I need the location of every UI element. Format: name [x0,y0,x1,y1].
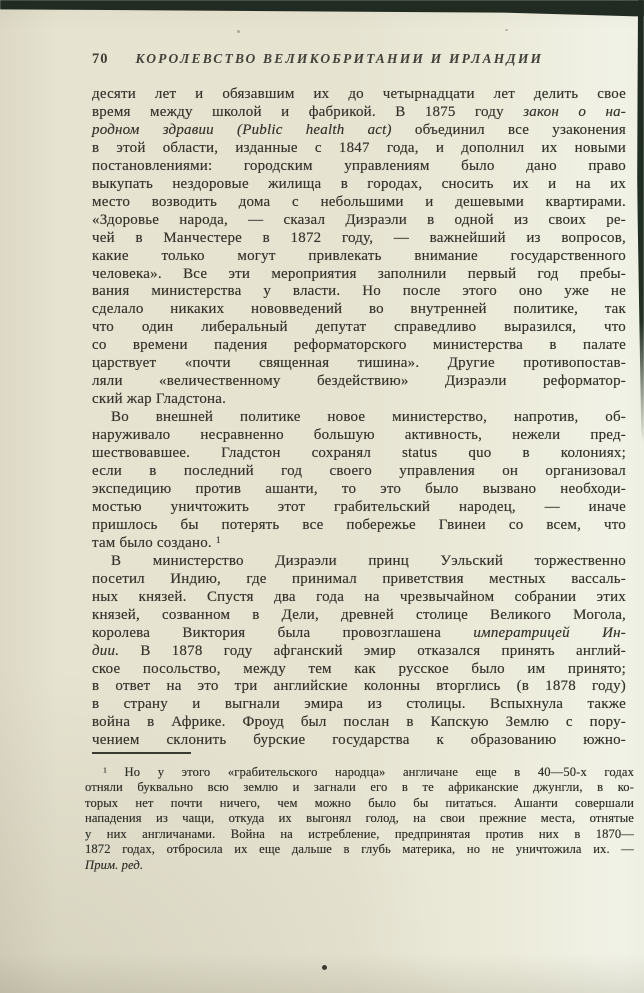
text-segment: если в последний год своего управления он организовал [92,463,626,480]
text-line [92,499,626,517]
text-line [92,445,626,463]
text-line [92,355,626,373]
paragraph [85,765,634,873]
body-text [92,86,626,750]
text-line [92,194,626,212]
text-segment: дии. [92,642,120,659]
ink-speck [237,30,240,33]
text-segment: в ответ на это три английские колонны вторглись (в 1878 году) [92,678,626,695]
text-segment: человека». Все эти мероприятия заполнили первый год пребы- [92,265,626,282]
text-line [92,625,626,643]
text-segment: в этой области, изданные с 1847 года, и дополнил их новыми [92,139,626,156]
text-line [92,427,626,445]
text-segment: постановлениями: городским управлениям было дано право [92,157,626,174]
text-segment: родном здравии (Public health act) [92,121,392,138]
text-segment: Прим. ред. [85,857,144,872]
footnote-ref: 1 [103,765,107,775]
text-segment: отняли буквально всю землю и загнали его в те африканские джунгли, в ко- [85,780,634,795]
text-line [92,571,626,589]
text-line [92,140,626,158]
text-line [92,678,626,696]
text-line [85,858,634,873]
text-segment: закон о на- [523,103,626,120]
text-segment: императрицей Ин- [473,624,626,641]
text-segment: торых нет почти ничего, чем можно было бы питаться. Ашанти совершали [85,795,634,810]
text-segment: ляли «величественному бездействию» Дизраэли реформатор- [92,373,626,390]
scan-edge-top [0,0,644,18]
text-segment: что один либеральный депутат справедливо выразился, что [92,319,626,336]
text-line [92,732,626,750]
text-segment: выкупать нездоровые жилища в городах, сносить их и на их [92,175,626,192]
text-line [85,780,634,795]
text-line [92,266,626,284]
text-line [85,765,634,780]
text-segment: ское посольство, между тем как русское было им принято; [92,660,626,677]
text-segment: время между школой и фабрикой. В 1875 году [92,103,524,120]
footnote-rule [92,752,191,754]
text-line [92,391,626,409]
footnote-ref: 1 [215,535,221,546]
text-line [92,553,626,571]
footnote [85,765,634,873]
text-line [92,463,626,481]
text-line [85,796,634,811]
text-segment: мостью уничтожить этот грабительский народец, — иначе [92,498,626,515]
text-line [92,212,626,230]
paragraph [92,409,626,553]
text-line [92,714,626,732]
text-segment: Но у этого «грабительского народца» англичане еще в 40—50-х годах [107,765,634,779]
text-segment: шествовавшее. Гладстон сохранял status quo в колониях; [92,445,626,462]
text-segment: королева Виктория была провозглашена [92,624,474,641]
text-segment: царствует «почти священная тишина». Другие противопостав- [92,355,626,372]
text-line [92,301,626,319]
text-line [92,158,626,176]
text-segment: война в Африке. Фроуд был послан в Капскую Землю с пору- [92,714,626,731]
text-segment: экспедицию против ашанти, то это было вызвано необходи- [92,480,626,497]
text-segment: нападения из чащи, откуда их выгонял голод, на свои прежние места, отнятые [85,811,634,826]
text-line [92,661,626,679]
ink-speck [322,965,327,970]
text-segment: 1872 годах, отбросила их еще дальше в глубь материка, но не уничтожила их. — [85,842,634,857]
text-line [92,283,626,301]
text-segment: посетил Индию, где принимал приветствия местных вассаль- [92,570,626,587]
text-line [92,230,626,248]
text-segment: вания министерства у власти. Но после этого оно уже не [92,283,626,300]
scan-edge-right [637,0,644,446]
text-segment: какие только могут привлекать внимание государственного [92,247,626,264]
running-title: КОРОЛЕВСТВО ВЕЛИКОБРИТАНИИ И ИРЛАНДИИ [135,51,544,66]
text-line [92,373,626,391]
text-segment: наруживало несравненно большую активность, нежели пред- [92,427,626,444]
text-segment: сделало никаких нововведений во внутренней политике, так [92,301,626,318]
text-line [92,248,626,266]
text-line [92,176,626,194]
text-line [92,122,626,140]
text-segment: В 1878 году афганский эмир отказался принять англий- [119,642,626,659]
text-line [92,643,626,661]
text-line [92,86,626,104]
ink-speck [505,29,508,31]
text-line [92,607,626,625]
text-segment: чением склонить бурские государства к образованию южно- [92,732,626,749]
running-header [92,51,626,68]
text-segment: в страну и выгнали эмира из столицы. Вспыхнула также [92,696,626,713]
text-line [92,337,626,355]
text-line [92,535,626,553]
text-segment: ский жар Гладстона. [92,391,227,408]
text-segment: объединил все узаконения [391,121,626,138]
text-line [85,842,634,857]
text-line [92,589,626,607]
text-line [92,481,626,499]
text-segment: чей в Манчестере в 1872 году, — важнейший из вопросов, [92,229,626,246]
text-line [85,811,634,826]
text-line [85,827,634,842]
text-segment: у них англичанами. Война на истребление, предпринятая против них в 1870— [85,826,634,841]
text-segment: ных князей. Спустя два года на чрезвычайном собрании этих [92,588,626,605]
text-line [92,319,626,337]
text-segment: Во внешней политике новое министерство, напротив, об- [111,409,626,426]
paragraph [92,86,626,409]
text-segment: князей, созванном в Дели, древней столице Великого Могола, [92,606,626,623]
text-segment: место возводить дома с небольшими и дешевыми квартирами. [92,193,626,210]
paragraph [92,553,626,750]
page-number: 70 [92,51,109,67]
text-line [92,104,626,122]
text-segment: со времени падения реформаторского министерства в палате [92,337,626,354]
text-line [92,696,626,714]
text-segment: В министерство Дизраэли принц Уэльский торжественно [111,552,626,569]
text-segment: пришлось бы потерять все побережье Гвинеи со всем, что [92,516,626,533]
text-segment: «Здоровье народа, — сказал Дизраэли в одной из своих ре- [92,211,626,228]
text-segment: десяти лет и обязавшим их до четырнадцати лет делить свое [92,86,626,102]
text-segment: там было создано. [92,534,216,551]
text-line [92,409,626,427]
text-line [92,517,626,535]
